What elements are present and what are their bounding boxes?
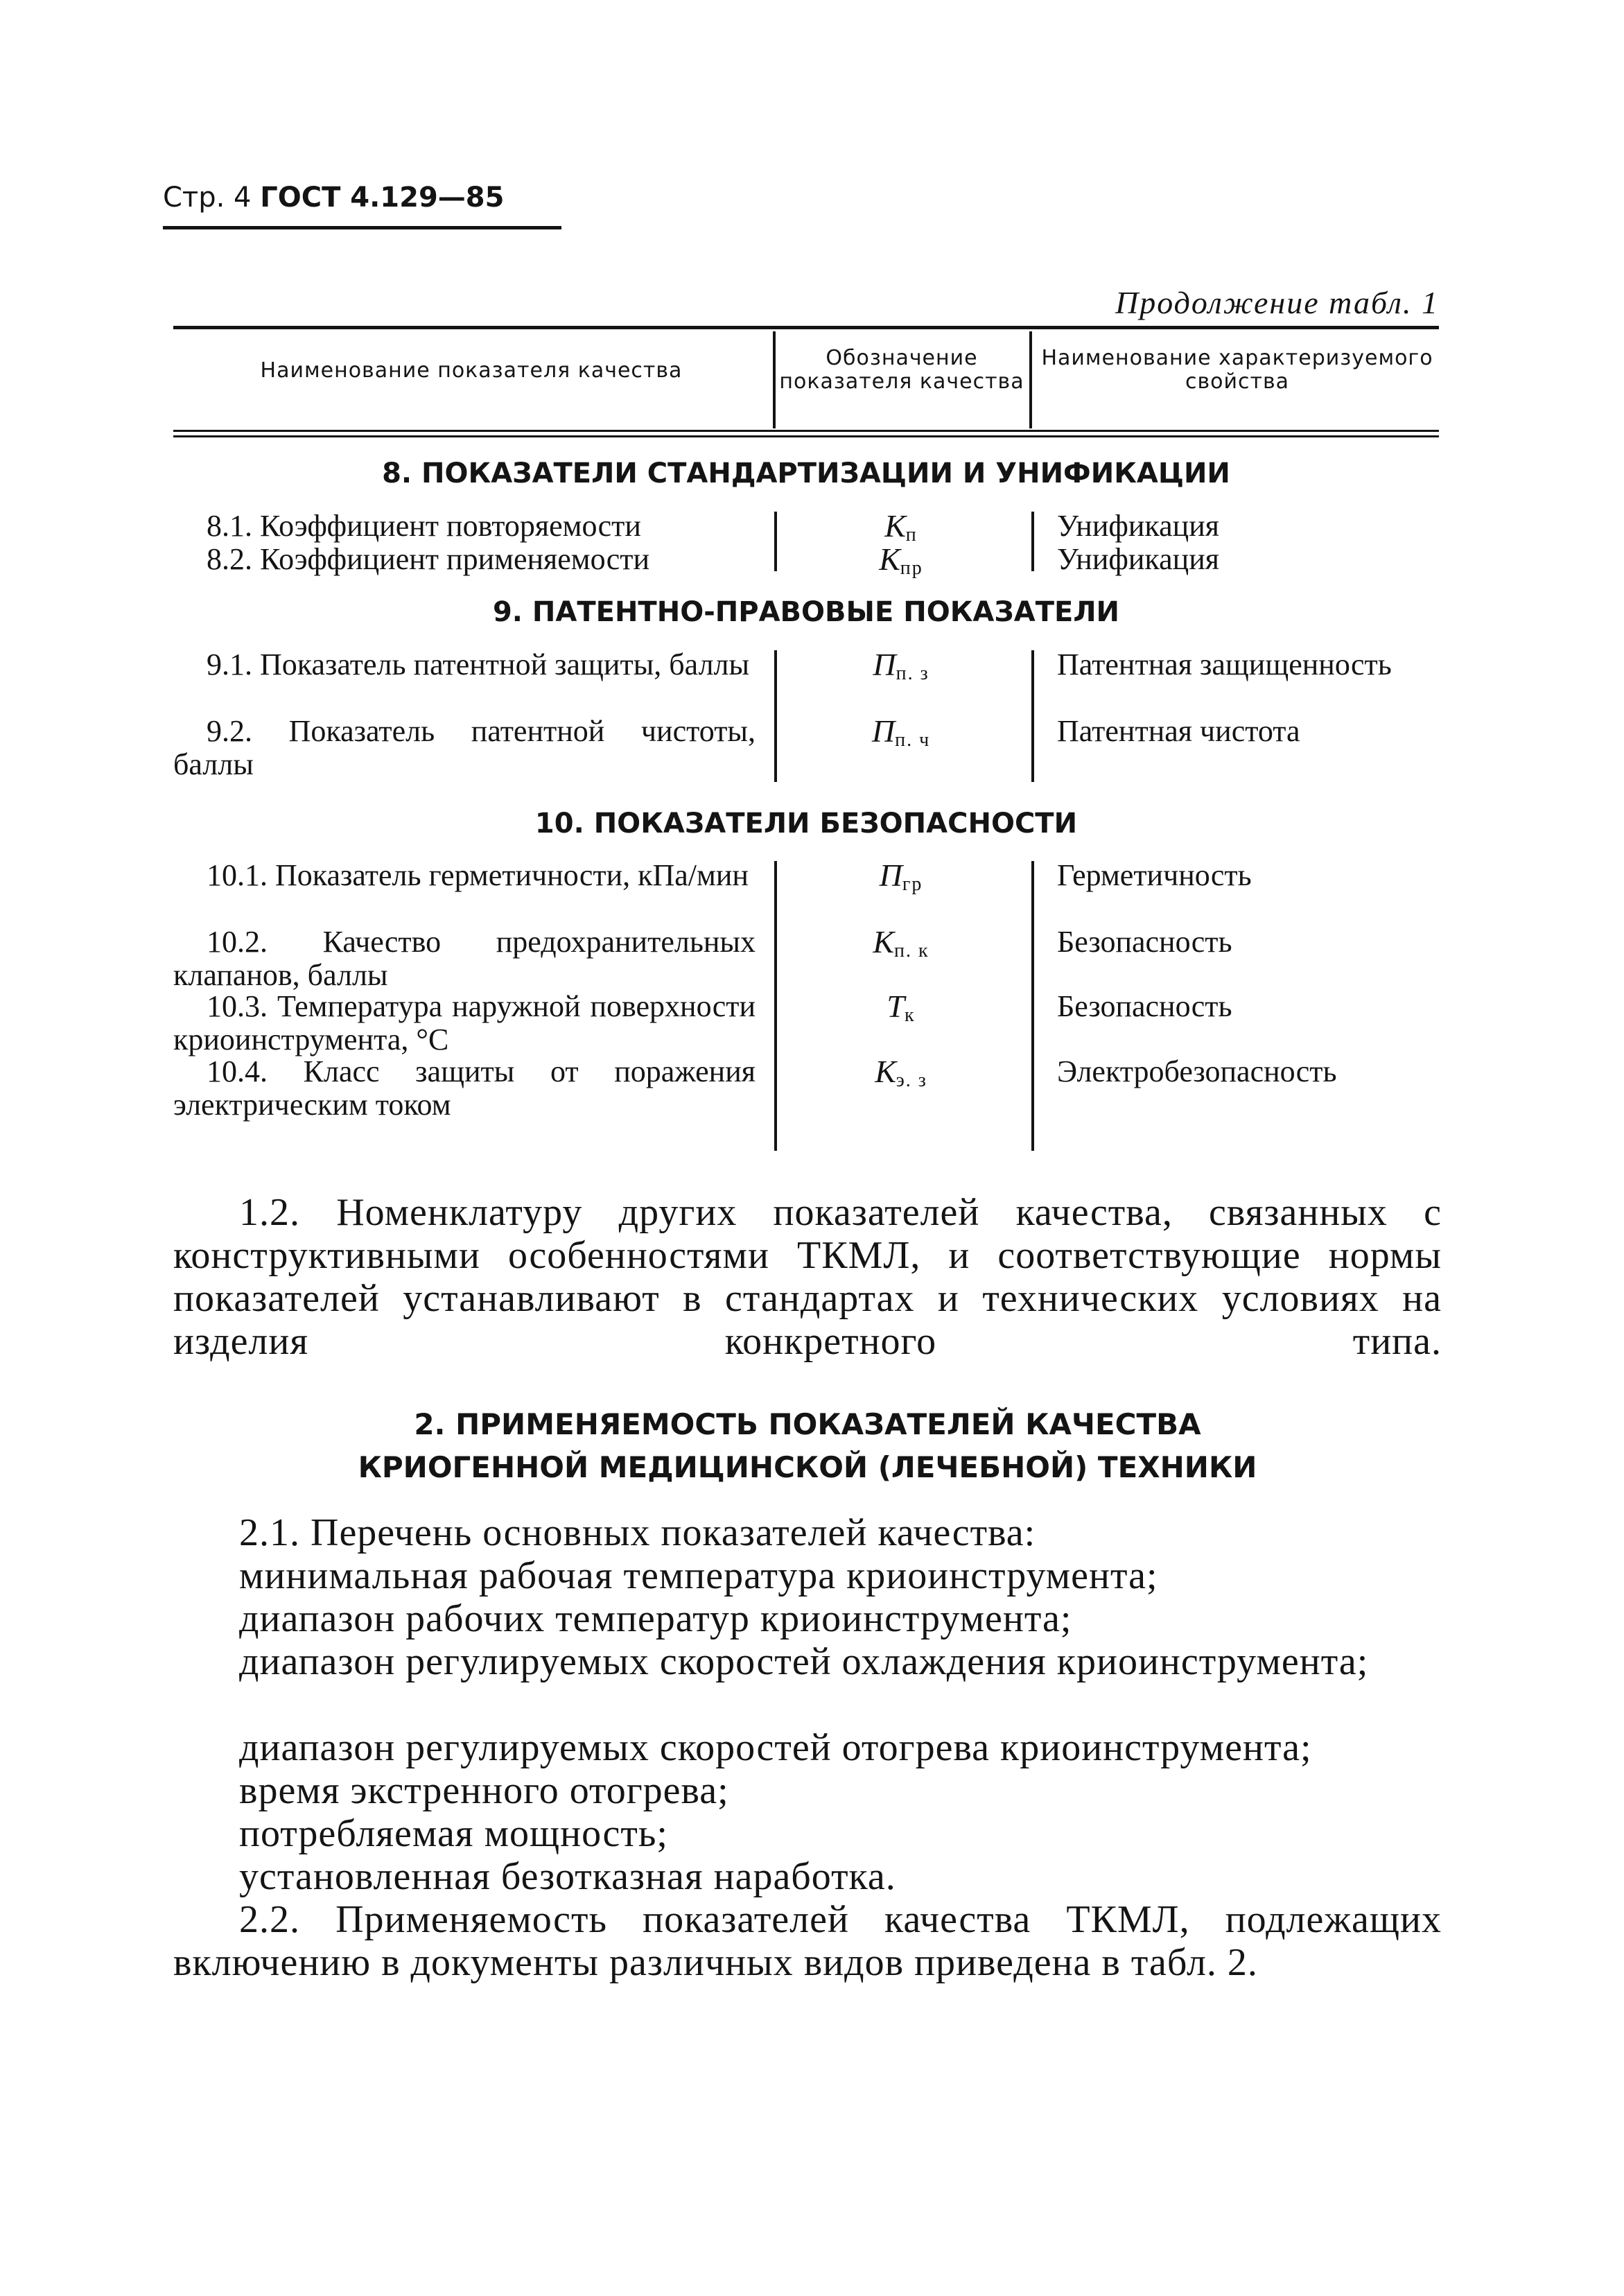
table-row-property: Электробезопасность: [1057, 1054, 1337, 1088]
standard-number: ГОСТ 4.129—85: [260, 182, 505, 214]
table-row-name: 9.2. Показатель патентной чистоты, баллы: [173, 714, 756, 781]
page-number: Стр. 4: [163, 182, 252, 214]
section-10-divider-1: [774, 861, 777, 1151]
table-header-rule-2: [173, 435, 1439, 437]
table-row-name: 10.4. Класс защиты от поражения электрическим током: [173, 1054, 756, 1122]
table-row-name: 10.1. Показатель герметичности, кПа/мин: [207, 858, 749, 892]
table-row-symbol: $П_{гр}$: [879, 858, 923, 895]
table-row-name: 8.1. Коэффициент повторяемости: [207, 509, 641, 543]
column-header-property: Наименование характеризуемого свойства: [1041, 346, 1433, 394]
section-title-9: 9. ПАТЕНТНО-ПРАВОВЫЕ ПОКАЗАТЕЛИ: [492, 596, 1120, 628]
table-row-property: Герметичность: [1057, 858, 1252, 892]
section-9-divider-2: [1031, 650, 1034, 782]
table-row-symbol: $П_{п. з}$: [873, 647, 929, 684]
section-title-8: 8. ПОКАЗАТЕЛИ СТАНДАРТИЗАЦИИ И УНИФИКАЦИИ: [382, 458, 1230, 489]
column-header-symbol: Обозначение показателя качества: [779, 346, 1024, 394]
table-row-property: Безопасность: [1057, 989, 1232, 1023]
header-divider-2: [1029, 331, 1032, 428]
table-row-property: Патентная чистота: [1057, 714, 1300, 748]
table-row-symbol: $К_{э. з}$: [875, 1054, 927, 1091]
table-row-symbol: $П_{п. ч}$: [871, 713, 931, 751]
table-row-symbol: $Т_к$: [887, 989, 916, 1026]
list-item: потребляемая мощность;: [239, 1812, 668, 1855]
table-row-name: 10.2. Качество предохранительных клапанов, баллы: [173, 925, 756, 992]
table-continuation-label: Продолжение табл. 1: [1115, 285, 1439, 320]
list-item: диапазон регулируемых скоростей охлаждения криоинструмента;: [239, 1640, 1369, 1683]
list-item: установленная безотказная наработка.: [239, 1855, 896, 1898]
table-header-rule-1: [173, 430, 1439, 432]
section-10-divider-2: [1031, 861, 1034, 1151]
page-header: [163, 182, 504, 214]
list-item: диапазон рабочих температур криоинструмента;: [239, 1597, 1072, 1640]
table-row-name: 10.3. Температура наружной поверхности криоинструмента, °С: [173, 989, 756, 1056]
column-header-name: Наименование показателя качества: [260, 358, 683, 383]
section-9-divider-1: [774, 650, 777, 782]
section-title-10: 10. ПОКАЗАТЕЛИ БЕЗОПАСНОСТИ: [534, 808, 1078, 840]
paragraph-2-1: 2.1. Перечень основных показателей качества:: [239, 1511, 1036, 1554]
table-top-rule: [173, 326, 1439, 329]
table-row-symbol: $К_{п. к}$: [873, 924, 929, 962]
header-underline: [163, 226, 561, 229]
list-item: минимальная рабочая температура криоинструмента;: [239, 1554, 1158, 1597]
section-2-title-line-2: КРИОГЕННОЙ МЕДИЦИНСКОЙ (ЛЕЧЕБНОЙ) ТЕХНИКИ: [358, 1450, 1257, 1484]
table-row-symbol: $К_п$: [884, 508, 918, 546]
header-divider-1: [773, 331, 776, 428]
section-8-divider-1: [774, 512, 777, 571]
section-8-divider-2: [1031, 512, 1034, 571]
table-row-name: 8.2. Коэффициент применяемости: [207, 542, 650, 576]
table-row-property: Унификация: [1057, 509, 1220, 543]
paragraph-2-2: 2.2. Применяемость показателей качества ТКМЛ, подлежащих включению в документы различных видов приведена в табл. 2.: [173, 1898, 1442, 1984]
table-row-property: Безопасность: [1057, 925, 1232, 959]
table-row-property: Патентная защищенность: [1057, 647, 1392, 681]
section-2-title-line-1: 2. ПРИМЕНЯЕМОСТЬ ПОКАЗАТЕЛЕЙ КАЧЕСТВА: [414, 1407, 1201, 1441]
list-item: время экстренного отогрева;: [239, 1769, 729, 1812]
paragraph-1-2: 1.2. Номенклатуру других показателей качества, связанных с конструктивными особенностями ТКМЛ, и соответствующие нормы показателей устанавливают в стандартах и технических условиях на изделия конкретного типа.: [173, 1191, 1442, 1363]
table-row-property: Унификация: [1057, 542, 1220, 576]
table-row-name: 9.1. Показатель патентной защиты, баллы: [207, 647, 750, 681]
table-row-symbol: $К_{пр}$: [879, 541, 923, 579]
list-item: диапазон регулируемых скоростей отогрева криоинструмента;: [239, 1726, 1312, 1769]
